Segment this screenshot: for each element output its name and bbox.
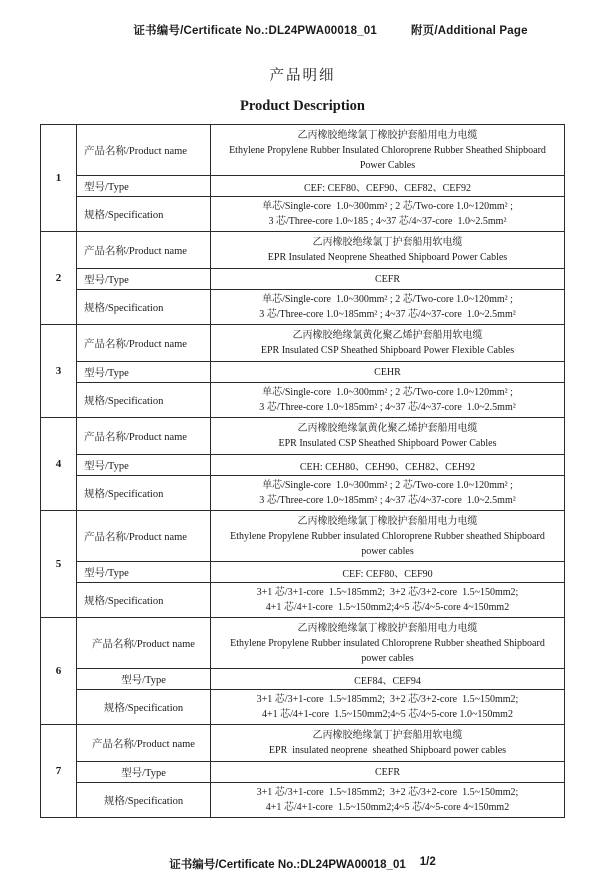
- row-label-type: 型号/Type: [77, 762, 211, 783]
- product-name-cell: [211, 725, 565, 762]
- product-name-zh: 乙丙橡胶绝缘氯丁橡胶护套船用电力电缆: [297, 129, 478, 141]
- row-label-type: 型号/Type: [77, 176, 211, 197]
- table-row: [41, 176, 565, 197]
- table-row: [41, 290, 565, 325]
- spec-cell: [211, 583, 565, 618]
- table-row: [41, 762, 565, 783]
- page-title-zh: 产品明细: [269, 68, 336, 84]
- table-row: [41, 562, 565, 583]
- spec-line-2: 4+1 芯/4+1-core 1.5~150mm2;4~5 芯/4~5-core 4~150mm2: [265, 602, 510, 613]
- product-name-en: Ethylene Propylene Rubber insulated Chloroprene Rubber sheathed Shipboard: [230, 637, 545, 649]
- spec-cell: [211, 476, 565, 511]
- spec-line-1: 单芯/Single-core 1.0~300mm² ; 2 芯/Two-core 1.0~120mm² ;: [262, 201, 513, 212]
- spec-line-2: 3 芯/Three-core 1.0~185mm² ; 4~37 芯/4~37-core 1.0~2.5mm²: [259, 495, 516, 506]
- row-label-spec: 规格/Specification: [77, 383, 211, 418]
- product-name-cell: [211, 511, 565, 562]
- spec-line-1: 3+1 芯/3+1-core 1.5~185mm2; 3+2 芯/3+2-core 1.5~150mm2;: [256, 787, 519, 798]
- type-cell: CEF84、CEF94: [211, 669, 565, 690]
- product-name-en-cont: power cables: [361, 545, 414, 557]
- spec-line-1: 单芯/Single-core 1.0~300mm² ; 2 芯/Two-core 1.0~120mm² ;: [262, 387, 513, 398]
- page-header: [0, 22, 605, 38]
- table-row: [41, 476, 565, 511]
- spec-line-2: 3 芯/Three-core 1.0~185mm² ; 4~37 芯/4~37-core 1.0~2.5mm²: [259, 402, 516, 413]
- product-description-table: [40, 124, 565, 818]
- row-label-spec: 规格/Specification: [77, 690, 211, 725]
- table-row: [41, 232, 565, 269]
- page-title-en: Product Description: [240, 98, 365, 114]
- table-row: [41, 269, 565, 290]
- product-name-en: EPR insulated neoprene sheathed Shipboard power cables: [268, 745, 507, 756]
- row-label-type: 型号/Type: [77, 362, 211, 383]
- header-certificate-number: 证书编号/Certificate No.:DL24PWA00018_01: [133, 25, 377, 37]
- table-row: [41, 583, 565, 618]
- table-row: [41, 325, 565, 362]
- row-label-spec: 规格/Specification: [77, 290, 211, 325]
- product-name-en: Ethylene Propylene Rubber Insulated Chloroprene Rubber Sheathed Shipboard: [229, 144, 546, 156]
- type-cell: CEFR: [211, 269, 565, 290]
- table-row: [41, 725, 565, 762]
- row-label-spec: 规格/Specification: [77, 583, 211, 618]
- spec-cell: [211, 290, 565, 325]
- spec-cell: [211, 383, 565, 418]
- product-name-zh: 乙丙橡胶绝缘氯丁橡胶护套船用电力电缆: [297, 622, 478, 634]
- spec-cell: [211, 197, 565, 232]
- page-footer: [0, 856, 605, 872]
- row-label-product-name: 产品名称/Product name: [77, 325, 211, 362]
- type-cell: CEHR: [211, 362, 565, 383]
- product-name-en: EPR Insulated Neoprene Sheathed Shipboard Power Cables: [267, 252, 508, 263]
- table-row: [41, 783, 565, 818]
- section-number: 7: [41, 725, 77, 818]
- section-number: 3: [41, 325, 77, 418]
- product-name-cell: [211, 618, 565, 669]
- row-label-spec: 规格/Specification: [77, 783, 211, 818]
- row-label-product-name: 产品名称/Product name: [77, 618, 211, 669]
- header-additional-page-label: 附页/Additional Page: [410, 25, 528, 37]
- row-label-type: 型号/Type: [77, 562, 211, 583]
- table-row: [41, 690, 565, 725]
- spec-line-1: 单芯/Single-core 1.0~300mm² ; 2 芯/Two-core 1.0~120mm² ;: [262, 294, 513, 305]
- table-row: [41, 618, 565, 669]
- row-label-type: 型号/Type: [77, 669, 211, 690]
- section-number: 4: [41, 418, 77, 511]
- spec-cell: [211, 783, 565, 818]
- table-row: [41, 455, 565, 476]
- row-label-type: 型号/Type: [77, 455, 211, 476]
- table-row: [41, 511, 565, 562]
- footer-certificate-number: 证书编号/Certificate No.:DL24PWA00018_01: [169, 859, 406, 871]
- type-cell: CEFR: [211, 762, 565, 783]
- product-name-cell: [211, 232, 565, 269]
- table-row: [41, 669, 565, 690]
- table-row: [41, 125, 565, 176]
- row-label-type: 型号/Type: [77, 269, 211, 290]
- product-name-zh: 乙丙橡胶绝缘氯丁护套船用软电缆: [312, 237, 463, 248]
- product-name-en: Ethylene Propylene Rubber insulated Chloroprene Rubber sheathed Shipboard: [230, 530, 545, 542]
- section-number: 1: [41, 125, 77, 232]
- product-name-en-cont: power cables: [361, 652, 414, 664]
- row-label-spec: 规格/Specification: [77, 476, 211, 511]
- footer-page-number: 1/2: [419, 856, 436, 868]
- product-name-en: EPR Insulated CSP Sheathed Shipboard Power Cables: [278, 438, 497, 449]
- section-number: 5: [41, 511, 77, 618]
- product-name-zh: 乙丙橡胶绝缘氯丁护套船用软电缆: [312, 730, 463, 741]
- product-name-cell: [211, 125, 565, 176]
- row-label-product-name: 产品名称/Product name: [77, 125, 211, 176]
- section-number: 6: [41, 618, 77, 725]
- table-row: [41, 362, 565, 383]
- product-name-en: EPR Insulated CSP Sheathed Shipboard Power Flexible Cables: [260, 345, 515, 356]
- section-number: 2: [41, 232, 77, 325]
- row-label-spec: 规格/Specification: [77, 197, 211, 232]
- product-name-zh: 乙丙橡胶绝缘氯黄化聚乙烯护套船用电缆: [297, 423, 478, 434]
- product-name-en-cont: Power Cables: [359, 159, 416, 171]
- row-label-product-name: 产品名称/Product name: [77, 511, 211, 562]
- table-row: [41, 383, 565, 418]
- product-name-zh: 乙丙橡胶绝缘氯黄化聚乙烯护套船用软电缆: [292, 330, 483, 341]
- row-label-product-name: 产品名称/Product name: [77, 232, 211, 269]
- table-row: [41, 418, 565, 455]
- spec-line-1: 单芯/Single-core 1.0~300mm² ; 2 芯/Two-core 1.0~120mm² ;: [262, 480, 513, 491]
- row-label-product-name: 产品名称/Product name: [77, 418, 211, 455]
- product-name-cell: [211, 325, 565, 362]
- type-cell: CEF: CEF80、CEF90: [211, 562, 565, 583]
- spec-line-2: 3 芯/Three-core 1.0~185 ; 4~37 芯/4~37-core 1.0~2.5mm²: [268, 216, 507, 227]
- type-cell: CEH: CEH80、CEH90、CEH82、CEH92: [211, 455, 565, 476]
- product-name-zh: 乙丙橡胶绝缘氯丁橡胶护套船用电力电缆: [297, 515, 478, 527]
- table-row: [41, 197, 565, 232]
- spec-line-2: 4+1 芯/4+1-core 1.5~150mm2;4~5 芯/4~5-core 4~150mm2: [265, 802, 510, 813]
- spec-line-2: 4+1 芯/4+1-core 1.5~150mm2;4~5 芯/4~5-core 1.0~150mm2: [262, 709, 513, 720]
- spec-line-1: 3+1 芯/3+1-core 1.5~185mm2; 3+2 芯/3+2-core 1.5~150mm2;: [256, 587, 519, 598]
- spec-line-2: 3 芯/Three-core 1.0~185mm² ; 4~37 芯/4~37-core 1.0~2.5mm²: [259, 309, 516, 320]
- spec-cell: [211, 690, 565, 725]
- product-name-cell: [211, 418, 565, 455]
- type-cell: CEF: CEF80、CEF90、CEF82、CEF92: [211, 176, 565, 197]
- spec-line-1: 3+1 芯/3+1-core 1.5~185mm2; 3+2 芯/3+2-core 1.5~150mm2;: [256, 694, 519, 705]
- row-label-product-name: 产品名称/Product name: [77, 725, 211, 762]
